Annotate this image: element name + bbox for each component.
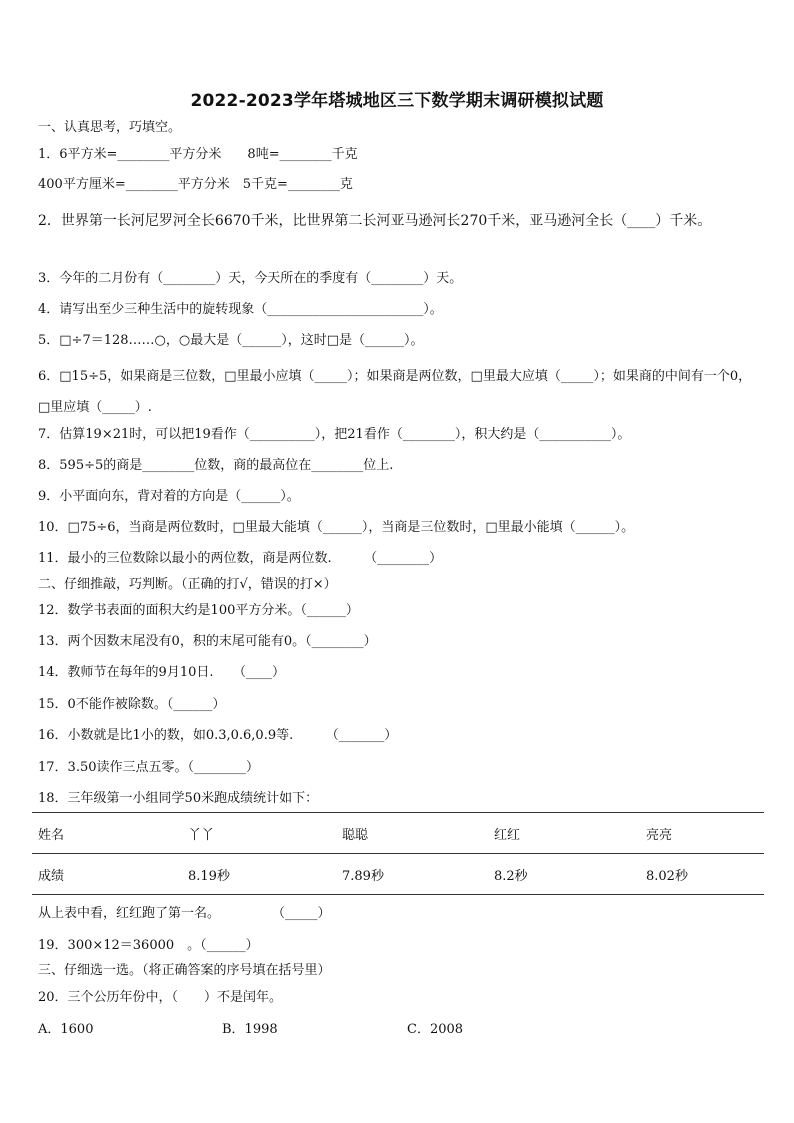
table-cell: 红红 — [488, 813, 640, 854]
table-cell: 聪聪 — [336, 813, 488, 854]
table-row — [32, 854, 764, 895]
question-12: 12．数学书表面的面积大约是100平方分米。（______） — [38, 603, 359, 618]
question-18: 18．三年级第一小组同学50米跑成绩统计如下： — [38, 791, 319, 806]
question-15: 15．0不能作被除数。（______） — [38, 697, 226, 712]
section-heading-3: 三、仔细选一选。（将正确答案的序号填在括号里） — [38, 963, 331, 978]
table-cell: 7.89秒 — [336, 854, 488, 895]
question-13: 13．两个因数末尾没有0，积的末尾可能有0。（________） — [38, 634, 377, 649]
option-a: A．1600 — [38, 1022, 94, 1037]
table-cell: 丫丫 — [182, 813, 336, 854]
question-17: 17．3.50读作三点五零。（________） — [38, 760, 259, 775]
section-heading-2: 二、仔细推敲，巧判断。（正确的打√，错误的打×） — [38, 577, 337, 592]
option-c: C．2008 — [407, 1022, 464, 1037]
question-10: 10．□75÷6，当商是两位数时，□里最大能填（______），当商是三位数时，□里最小能填（______）。 — [38, 520, 635, 535]
question-11: 11．最小的三位数除以最小的两位数，商是两位数. （________） — [38, 551, 443, 566]
question-9: 9．小平面向东，背对着的方向是（______）。 — [38, 489, 300, 504]
question-20: 20．三个公历年份中，（ ）不是闰年。 — [38, 990, 283, 1005]
question-5: 5．□÷7＝128……○，○最大是（______），这时□是（______）。 — [38, 333, 424, 348]
table-cell: 8.2秒 — [488, 854, 640, 895]
question-8: 8．595÷5的商是________位数，商的最高位在________位上. — [38, 458, 394, 473]
table-cell: 亮亮 — [640, 813, 764, 854]
page-title: 2022-2023学年塔城地区三下数学期末调研模拟试题 — [190, 91, 604, 111]
question-19: 19．300×12＝36000 。（______） — [38, 938, 259, 953]
option-b: B．1998 — [222, 1022, 278, 1037]
table-cell: 成绩 — [32, 854, 182, 895]
question-16: 16．小数就是比1小的数，如0.3,0.6,0.9等. （_______） — [38, 728, 398, 743]
question-14: 14．教师节在每年的9月10日. （____） — [38, 665, 285, 680]
question-7: 7．估算19×21时，可以把19看作（__________），把21看作（________），积大约是（___________）。 — [38, 427, 631, 442]
question-1b: 400平方厘米=________平方分米 5千克=________克 — [38, 177, 353, 192]
table-cell: 姓名 — [32, 813, 182, 854]
score-table — [32, 812, 764, 895]
question-18-statement: 从上表中看，红红跑了第一名。 （_____） — [38, 906, 331, 921]
section-heading-1: 一、认真思考，巧填空。 — [38, 120, 182, 135]
table-header-row — [32, 813, 764, 854]
question-1a: 1．6平方米=________平方分米 8吨=________千克 — [38, 147, 358, 162]
table-cell: 8.19秒 — [182, 854, 336, 895]
question-6: 6．□15÷5，如果商是三位数，□里最小应填（_____）；如果商是两位数，□里最大应填（_____）；如果商的中间有一个0，□里应填（_____）. — [38, 369, 752, 415]
question-3: 3．今年的二月份有（________）天，今天所在的季度有（________）天。 — [38, 271, 463, 286]
table-cell: 8.02秒 — [640, 854, 764, 895]
question-4: 4．请写出至少三种生活中的旋转现象（________________________）。 — [38, 302, 443, 317]
question-2: 2．世界第一长河尼罗河全长6670千米，比世界第二长河亚马逊河长270千米，亚马逊河全长（____）千米。 — [38, 213, 712, 229]
